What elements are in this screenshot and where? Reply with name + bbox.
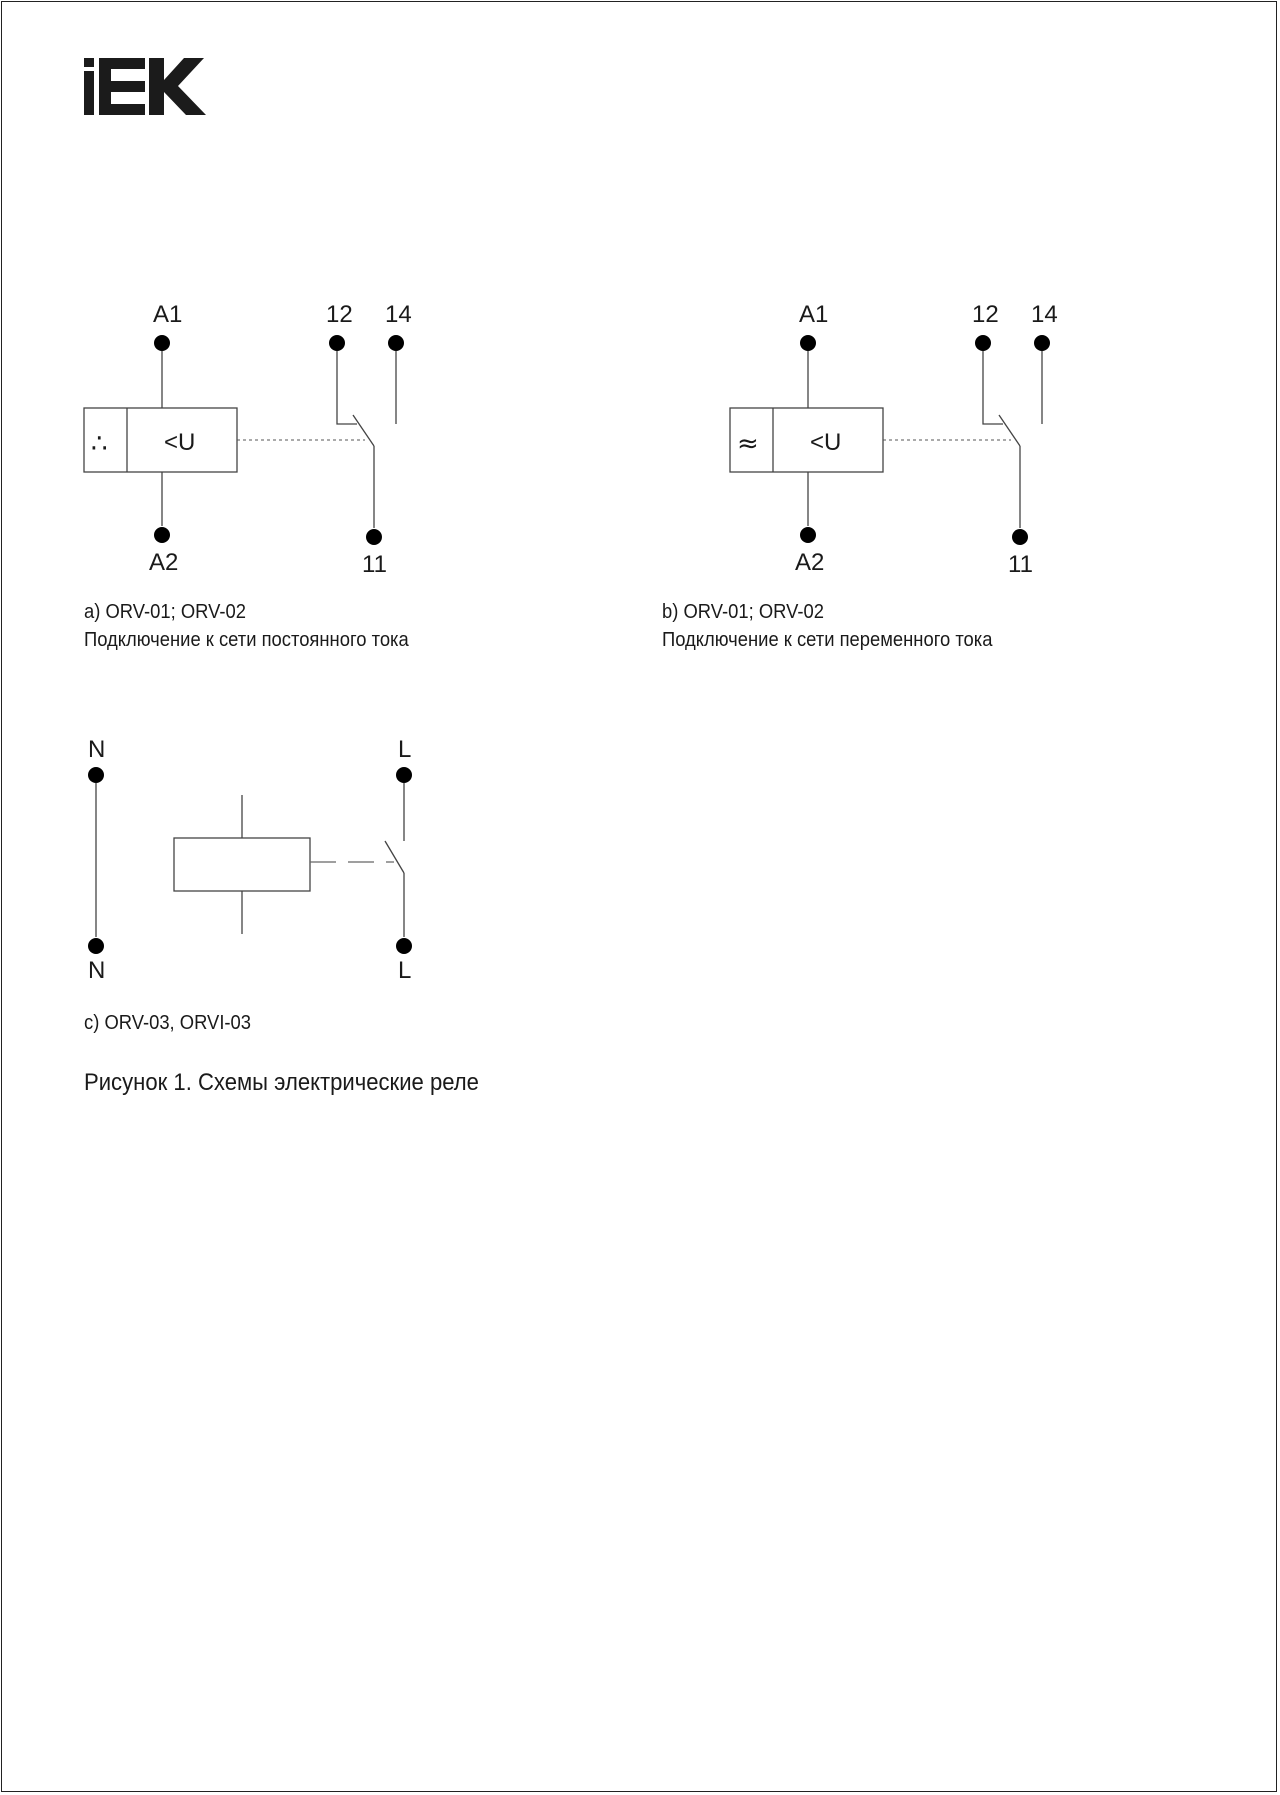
terminal-l-bottom-label: L [398, 957, 412, 984]
terminal-n-bottom-label: N [88, 957, 106, 984]
terminal-14-label: 14 [385, 301, 412, 328]
terminal-l-top-icon [396, 766, 412, 784]
terminal-a1-icon-b [800, 334, 816, 352]
terminal-n-bottom-icon [88, 937, 104, 955]
terminal-a2-label-b: A2 [795, 549, 825, 576]
terminal-12-label-b: 12 [972, 301, 999, 328]
caption-a-description: Подключение к сети постоянного тока [84, 629, 409, 651]
caption-a-title: a) ORV-01; ORV-02 [84, 601, 246, 623]
terminal-11-label: 11 [362, 551, 387, 578]
figure-caption: Рисунок 1. Схемы электрические реле [84, 1069, 479, 1096]
contact-switch-a [353, 415, 374, 446]
terminal-n-top-icon [88, 766, 104, 784]
dc-supply-icon: ∴ [91, 429, 108, 459]
terminal-12-icon-b [975, 334, 991, 352]
terminal-14-icon [388, 334, 404, 352]
terminal-11-icon-b [1012, 528, 1028, 546]
caption-b-title: b) ORV-01; ORV-02 [662, 601, 824, 623]
terminal-14-label-b: 14 [1031, 301, 1058, 328]
contact-switch-c [385, 841, 404, 873]
terminal-a2-icon [154, 526, 170, 544]
contact-switch-b [999, 415, 1020, 446]
terminal-n-top-label: N [88, 736, 106, 763]
diagram-b [730, 301, 1058, 578]
relay-coil-c [174, 838, 310, 891]
undervoltage-symbol-a: <U [164, 429, 196, 456]
terminal-a1-label-b: A1 [799, 301, 829, 328]
undervoltage-symbol-b: <U [810, 429, 842, 456]
caption-b-description: Подключение к сети переменного тока [662, 629, 993, 651]
terminal-a1-icon [154, 334, 170, 352]
diagram-a [84, 301, 412, 578]
terminal-a2-label: A2 [149, 549, 179, 576]
terminal-l-bottom-icon [396, 937, 412, 955]
caption-c-title: c) ORV-03, ORVI-03 [84, 1012, 252, 1034]
diagram-c [88, 736, 412, 984]
terminal-12-icon [329, 334, 345, 352]
terminal-a2-icon-b [800, 526, 816, 544]
terminal-11-icon [366, 528, 382, 546]
terminal-11-label-b: 11 [1008, 551, 1033, 578]
ac-supply-icon: ≈ [737, 429, 759, 459]
terminal-l-top-label: L [398, 736, 412, 763]
terminal-14-icon-b [1034, 334, 1050, 352]
terminal-a1-label: A1 [153, 301, 183, 328]
terminal-12-label: 12 [326, 301, 353, 328]
